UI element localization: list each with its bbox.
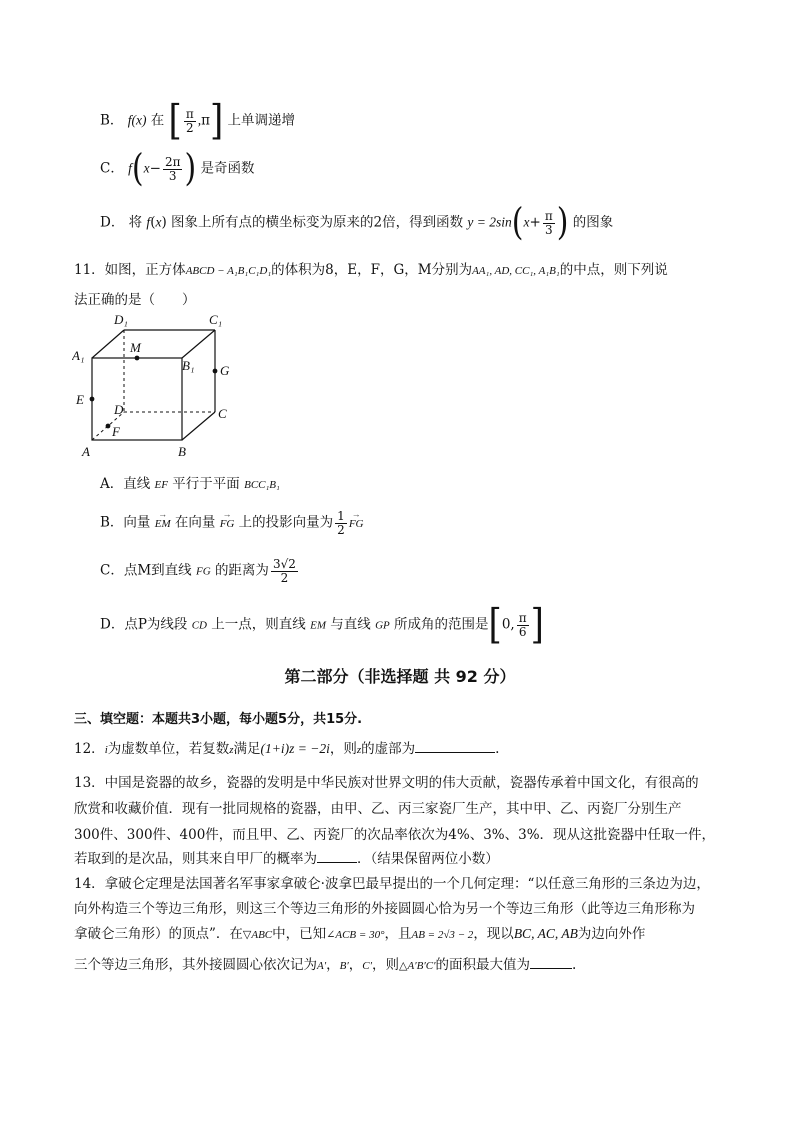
q12-answer-blank[interactable] [415,738,495,753]
q14-line-1: 14．拿破仑定理是法国著名军事家拿破仑·波拿巴最早提出的一个几何定理：“以任意三角形的三条边为边， [74,876,710,892]
label-m: M [130,340,141,355]
q14-line-4: 三个等边三角形，其外接圆圆心依次记为A′，B′，C′，则△A′B′C′的面积最大值为 . [74,953,576,973]
label-c: C [218,406,227,421]
edge-b1c1 [182,330,215,358]
q10-option-d: D． 将 f(x) 图象上所有点的横坐标变为原来的2倍，得到函数 y = 2sin(x+ $\frac{\pi}{3}$ ) 的图象 [100,200,614,245]
edge-a1d1 [92,330,124,358]
point-e [90,397,95,402]
q11-option-b: B．向量 → EM 在向量 → FG 上的投影向量为 $\frac{1}{2}$ → FG [100,510,363,536]
q13-line-3: 300件、300件、400件，而且甲、乙、丙瓷厂的次品率依次为4%、3%、3%．现从这批瓷器中任取一件， [74,827,716,843]
label-d1: D₁ [114,312,128,327]
edge-bc [182,412,215,440]
label-b1: B₁ [182,358,195,373]
label-e: E [76,392,84,407]
q11-stem-line-1: 11．如图，正方体ABCD − A₁B₁C₁D₁的体积为8，E，F，G，M分别为AA₁, AD, CC₁, A₁B₁的中点，则下列说 [74,262,668,278]
label-a: A [82,444,90,459]
q14-answer-blank[interactable] [530,954,572,969]
q13-line-4: 若取到的是次品，则其来自甲厂的概率为 ．（结果保留两位小数） [74,847,499,867]
label-g: G [220,363,230,378]
label-f: F [112,424,120,439]
fill-in-section-heading: 三、填空题：本题共3小题，每小题5分，共15分. [74,712,363,727]
label-b: B [178,444,186,459]
q11-option-c: C．点M到直线 FG 的距离为 $\frac{3√2}{2}$ [100,557,296,585]
point-g [213,369,218,374]
cube-figure [72,312,242,462]
part-two-title: 第二部分（非选择题 共 92 分） [284,667,516,686]
label-a1: A₁ [72,348,85,363]
q11-stem-line-2: 法正确的是（ ） [74,292,196,308]
point-m [135,356,140,361]
q13-line-1: 13．中国是瓷器的故乡，瓷器的发明是中华民族对世界文明的伟大贡献，瓷器传承着中国文化，有很高的 [74,775,699,791]
q13-answer-blank[interactable] [317,848,357,863]
q10-option-c: C． f(x− $\frac{2\pi}{3}$ ) 是奇函数 [100,146,255,191]
label-d: D [114,402,124,417]
q14-line-3: 拿破仑三角形）的顶点”．在▽ABC中，已知∠ACB = 30°，且AB = 2√3 − 2，现以BC, AC, AB为边向外作 [74,926,646,942]
label-c1: C₁ [209,312,223,327]
q11-option-a: A．直线 EF 平行于平面 BCC₁B₁ [100,476,280,492]
q14-line-2: 向外构造三个等边三角形，则这三个等边三角形的外接圆圆心恰为另一个等边三角形（此等边三角形称为 [74,901,695,917]
q12: 12．i为虚数单位，若复数z满足(1+i)z = −2i，则z的虚部为 . [74,737,499,757]
q13-line-2: 欣赏和收藏价值．现有一批同规格的瓷器，由甲、乙、丙三家瓷厂生产，其中甲、乙、丙瓷厂分别生产 [74,801,682,817]
q10-option-b: B． f(x) 在 [ $\frac{\pi}{2}$ ,π] 上单调递增 [100,97,296,145]
point-f [106,424,111,429]
q11-option-d: D．点P为线段 CD 上一点，则直线 EM 与直线 GP 所成角的范围是[0, $\frac{\pi}{6}$ ] [100,601,544,649]
